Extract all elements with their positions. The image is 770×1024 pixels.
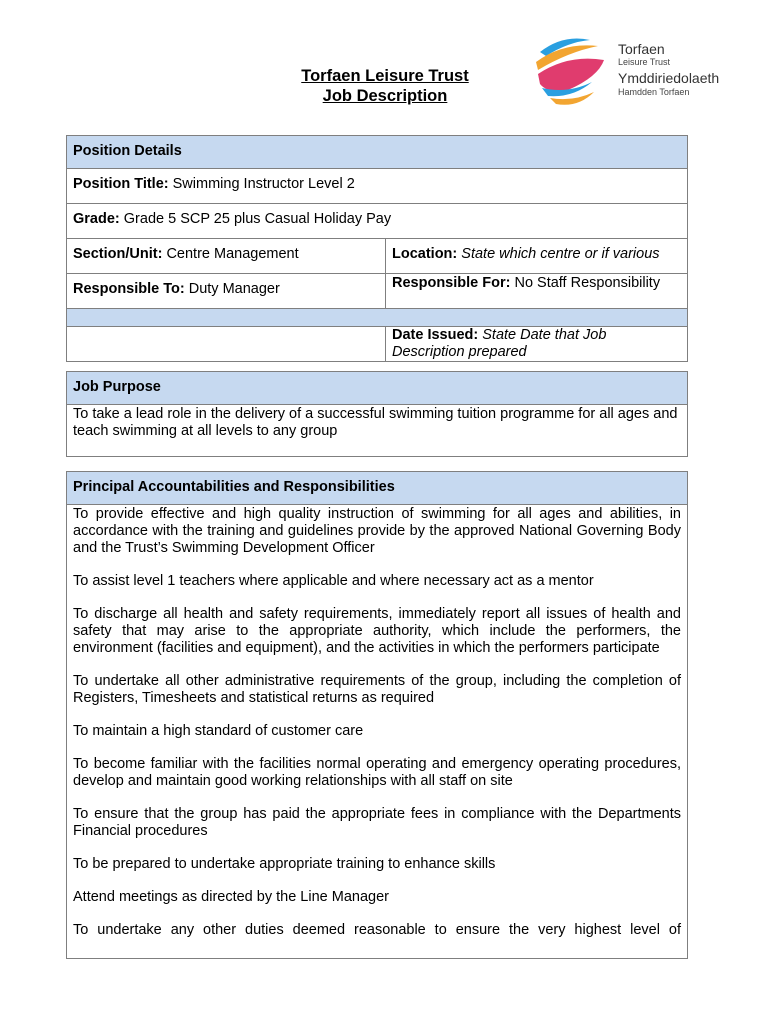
section-heading: Position Details: [73, 143, 182, 159]
responsible-for: Responsible For: No Staff Responsibility: [392, 275, 661, 291]
location: Location: State which centre or if various: [392, 246, 660, 262]
list-item: To undertake all other administrative requirements of the group, including the completion of Registers, Timesheets and statistical returns as required: [73, 673, 681, 706]
responsible-to: Responsible To: Duty Manager: [67, 274, 386, 308]
list-item: To maintain a high standard of customer care: [73, 723, 364, 739]
empty-cell: [67, 327, 386, 361]
logo-text: Hamdden Torfaen: [618, 87, 690, 97]
logo-text: Leisure Trust: [618, 57, 671, 67]
job-purpose-text: To take a lead role in the delivery of a successful swimming tuition programme for all ages and teach swimming at all levels to any group: [73, 406, 678, 439]
list-item: To provide effective and high quality instruction of swimming for all ages and abilities, in accordance with the training and guidelines provide by the approved National Governing Body and the Trust’s Swimming Development Officer: [73, 506, 681, 556]
list-item: To undertake any other duties deemed reasonable to ensure the very highest level of: [73, 922, 681, 938]
list-item: To be prepared to undertake appropriate training to enhance skills: [73, 856, 496, 872]
list-item: Attend meetings as directed by the Line Manager: [73, 889, 389, 905]
logo-text: Ymddiriedolaeth: [618, 70, 720, 86]
section-unit: Section/Unit: Centre Management: [67, 239, 386, 273]
document-title: Torfaen Leisure Trust: [301, 67, 469, 85]
date-issued: Date Issued: State Date that Job Description prepared: [392, 327, 607, 360]
list-item: To become familiar with the facilities normal operating and emergency operating procedures, develop and maintain good working relationships with all staff on site: [73, 756, 681, 789]
grade: Grade: Grade 5 SCP 25 plus Casual Holiday Pay: [73, 211, 392, 227]
list-item: To assist level 1 teachers where applicable and where necessary act as a mentor: [73, 573, 594, 589]
section-heading: Principal Accountabilities and Responsibilities: [73, 479, 395, 495]
responsibilities-list: [67, 505, 687, 939]
logo-swirl-icon: [528, 32, 608, 108]
spacer-row: [67, 308, 687, 326]
document-subtitle: Job Description: [322, 87, 448, 105]
logo-text: Torfaen: [618, 41, 665, 57]
list-item: To ensure that the group has paid the appropriate fees in compliance with the Departments Financial procedures: [73, 806, 681, 839]
position-details-table: [66, 135, 688, 362]
torfaen-logo: [528, 32, 733, 108]
responsibilities-table: [66, 471, 688, 959]
section-heading: Job Purpose: [73, 379, 161, 395]
job-purpose-table: [66, 371, 688, 457]
list-item: To discharge all health and safety requirements, immediately report all issues of health and safety that may arise to the appropriate authority, which include the performers, the environment (facilities and equipment), and the activities in which the performers participate: [73, 606, 681, 656]
position-title: Position Title: Swimming Instructor Level 2: [73, 176, 355, 192]
